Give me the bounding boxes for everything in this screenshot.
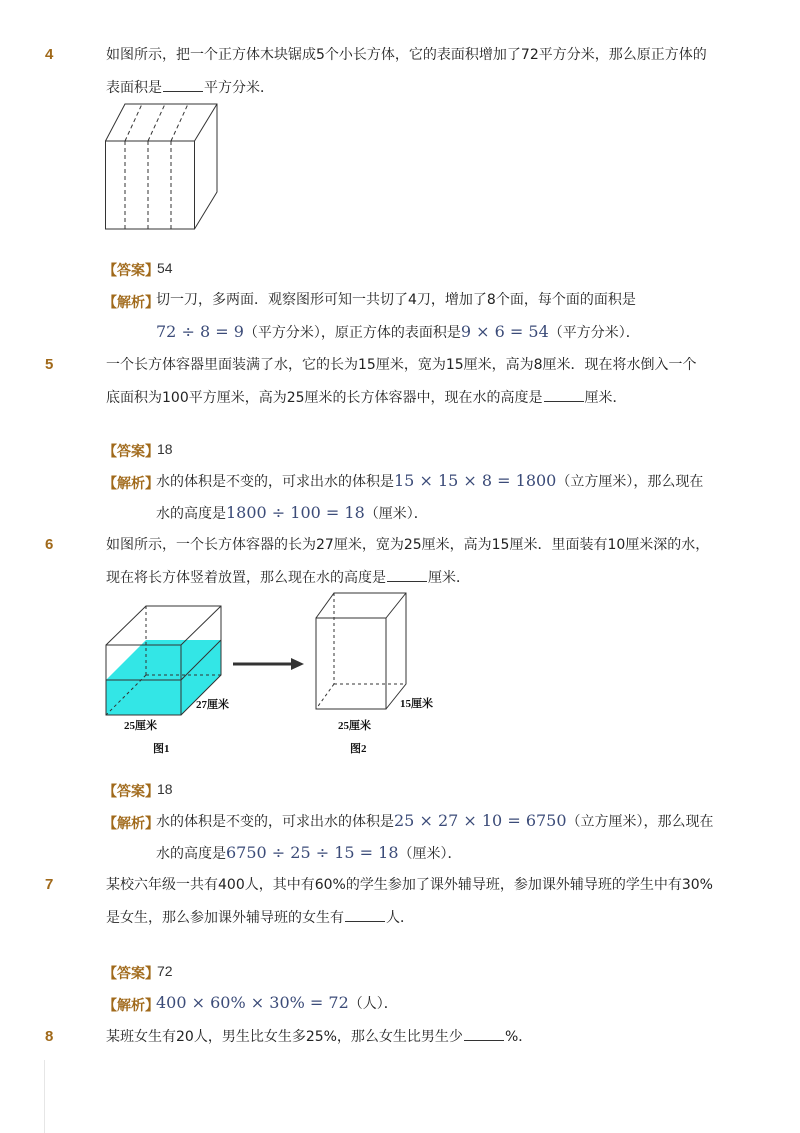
analysis-formula: 水的高度是1800 ÷ 100 = 18（厘米）． bbox=[156, 503, 428, 522]
answer-value: 18 bbox=[157, 781, 173, 797]
analysis-label: 【解析】 bbox=[103, 816, 159, 832]
figure-2-container bbox=[310, 592, 445, 757]
fig1-width-label: 25厘米 bbox=[124, 720, 157, 732]
answer-label: 【答案】 bbox=[103, 784, 159, 800]
question-number: 7 bbox=[45, 876, 54, 893]
arrow-icon bbox=[233, 657, 305, 671]
answer-blank bbox=[163, 77, 203, 92]
question-text bbox=[106, 349, 721, 415]
answer-blank bbox=[464, 1026, 504, 1041]
fig2-width-label: 25厘米 bbox=[338, 720, 371, 732]
figure-1-container bbox=[100, 605, 235, 760]
question-line: 如图所示，把一个正方体木块锯成5个小长方体，它的表面积增加了72平方分米，那么原正方体的 bbox=[106, 47, 707, 63]
question-text bbox=[106, 869, 721, 935]
fig2-height-label: 15厘米 bbox=[400, 698, 433, 710]
question-number: 5 bbox=[45, 356, 54, 373]
question-number: 8 bbox=[45, 1028, 54, 1045]
question-line: 一个长方体容器里面装满了水，它的长为15厘米，宽为15厘米，高为8厘米．现在将水倒入一个 bbox=[106, 357, 697, 373]
answer-value: 72 bbox=[157, 963, 173, 979]
analysis-label: 【解析】 bbox=[103, 295, 159, 311]
fig2-caption: 图2 bbox=[350, 743, 367, 755]
answer-label: 【答案】 bbox=[103, 966, 159, 982]
question-line: 现在将长方体竖着放置，那么现在水的高度是 厘米． bbox=[106, 562, 721, 595]
answer-label: 【答案】 bbox=[103, 263, 159, 279]
question-text bbox=[106, 39, 721, 105]
analysis-text: 切一刀，多两面．观察图形可知一共切了4刀，增加了8个面，每个面的面积是 bbox=[156, 292, 636, 308]
answer-blank bbox=[544, 387, 584, 402]
fig1-caption: 图1 bbox=[153, 743, 170, 755]
analysis-formula: 400 × 60% × 30% = 72（人）． bbox=[156, 993, 398, 1012]
answer-blank bbox=[345, 907, 385, 922]
answer-label: 【答案】 bbox=[103, 444, 159, 460]
question-line: 某校六年级一共有400人，其中有60%的学生参加了课外辅导班，参加课外辅导班的学生中有30% bbox=[106, 877, 713, 893]
question-number: 6 bbox=[45, 536, 54, 553]
analysis-formula: 水的体积是不变的，可求出水的体积是15 × 15 × 8 = 1800（立方厘米），那么现在 bbox=[156, 471, 704, 490]
question-line: 表面积是 平方分米． bbox=[106, 72, 721, 105]
answer-blank bbox=[387, 567, 427, 582]
question-line: 如图所示，一个长方体容器的长为27厘米，宽为25厘米，高为15厘米．里面装有10厘米深的水， bbox=[106, 537, 710, 553]
answer-value: 18 bbox=[157, 441, 173, 457]
analysis-label: 【解析】 bbox=[103, 998, 159, 1014]
fig1-depth-label: 27厘米 bbox=[196, 699, 229, 711]
cube-figure bbox=[105, 103, 220, 231]
answer-value: 54 bbox=[157, 260, 173, 276]
analysis-label: 【解析】 bbox=[103, 476, 159, 492]
analysis-formula: 水的高度是6750 ÷ 25 ÷ 15 = 18（厘米）． bbox=[156, 843, 462, 862]
question-line: 是女生，那么参加课外辅导班的女生有 人． bbox=[106, 902, 721, 935]
question-line: 某班女生有20人，男生比女生多25%，那么女生比男生少 %． bbox=[106, 1021, 721, 1054]
margin-line bbox=[44, 1060, 45, 1133]
question-text bbox=[106, 529, 721, 595]
question-number: 4 bbox=[45, 46, 54, 63]
question-text bbox=[106, 1021, 721, 1054]
analysis-formula: 72 ÷ 8 = 9（平方分米），原正方体的表面积是9 × 6 = 54（平方分米）． bbox=[156, 322, 640, 341]
question-line: 底面积为100平方厘米，高为25厘米的长方体容器中，现在水的高度是 厘米． bbox=[106, 382, 721, 415]
analysis-formula: 水的体积是不变的，可求出水的体积是25 × 27 × 10 = 6750（立方厘米），那么现在 bbox=[156, 811, 714, 830]
